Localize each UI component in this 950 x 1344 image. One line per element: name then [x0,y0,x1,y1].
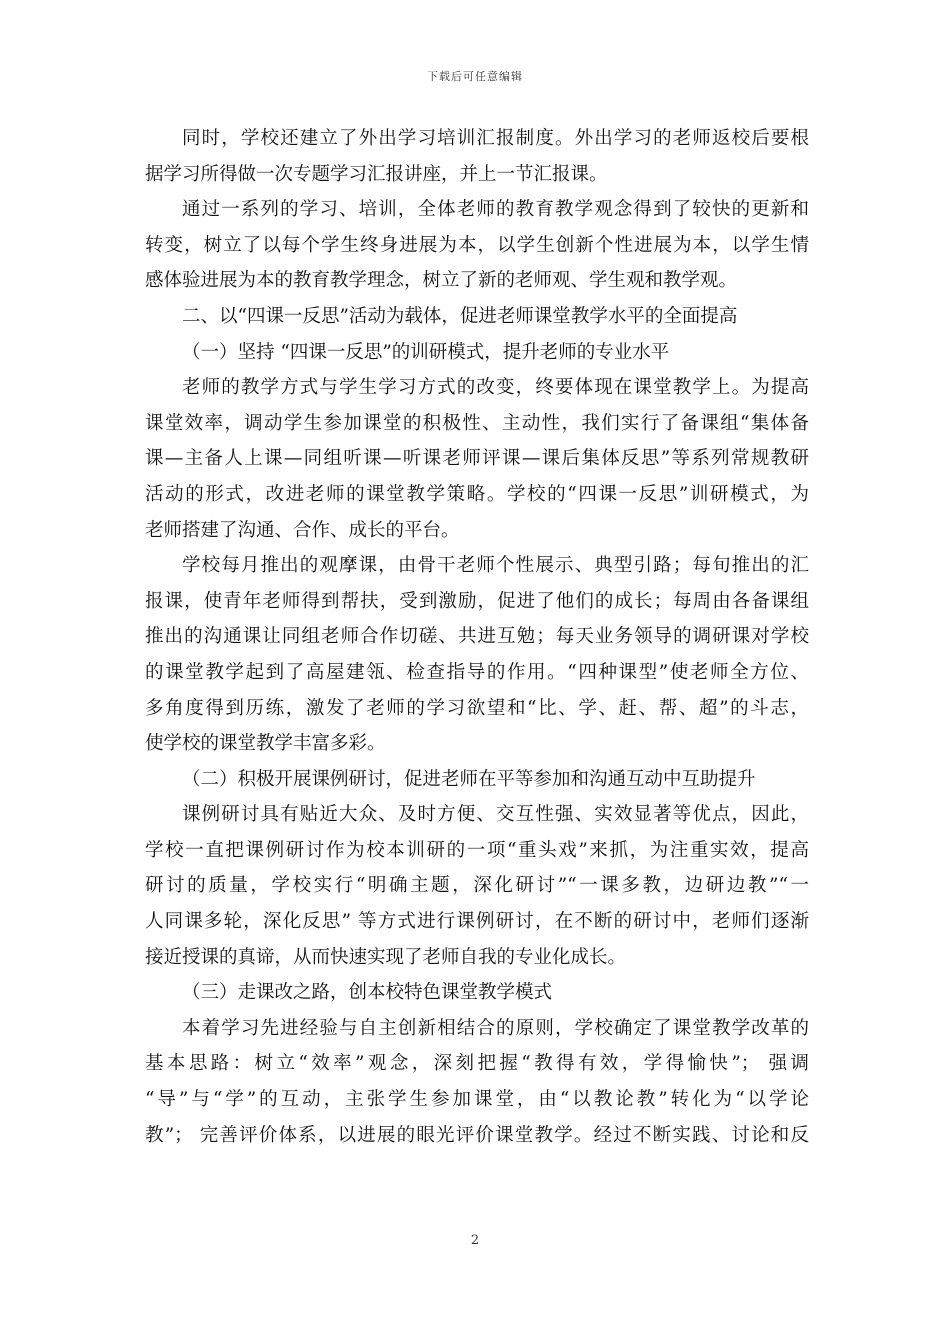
paragraph-line: 人同课多轮，深化反思” 等方式进行课例研讨，在不断的研讨中，老师们逐渐 [145,911,809,933]
paragraph-line: 课—主备人上课—同组听课—听课老师评课—课后集体反思”等系列常规教研 [145,448,809,470]
paragraph-line: 老师搭建了沟通、合作、成长的平台。 [145,519,460,541]
paragraph-line: 课堂效率，调动学生参加课堂的积极性、主动性，我们实行了备课组“集体备 [145,412,809,434]
paragraph-line: 研讨的质量，学校实行“明确主题，深化研讨”“一课多教，边研边教”“一 [145,875,809,897]
paragraph-line: 据学习所得做一次专题学习汇报讲座，并上一节汇报课。 [145,163,608,185]
subsection-heading: （二）积极开展课例研讨，促进老师在平等参加和沟通互动中互助提升 [182,768,756,790]
paragraph-line: 活动的形式，改进老师的课堂教学策略。学校的“四课一反思”训研模式，为 [145,483,809,505]
paragraph-line: 的课堂教学起到了高屋建瓴、检查指导的作用。“四种课型”使老师全方位、 [145,661,809,683]
paragraph-line: 老师的教学方式与学生学习方式的改变，终要体现在课堂教学上。为提高 [182,377,809,399]
subsection-heading: （一）坚持 “四课一反思”的训研模式，提升老师的专业水平 [182,341,670,363]
paragraph-line: 本着学习先进经验与自主创新相结合的原则，学校确定了课堂教学改革的 [182,1017,809,1039]
paragraph-line: 基本思路：树立“效率”观念，深刻把握“教得有效，学得愉快”； 强调 [145,1053,809,1075]
paragraph-line: 接近授课的真谛，从而快速实现了老师自我的专业化成长。 [145,946,627,968]
paragraph-line: 学校每月推出的观摩课，由骨干老师个性展示、典型引路；每旬推出的汇 [182,555,809,577]
paragraph-line: 同时，学校还建立了外出学习培训汇报制度。外出学习的老师返校后要根 [182,128,809,149]
document-body [145,124,809,1156]
paragraph-line: 多角度得到历练，激发了老师的学习欲望和“比、学、赶、帮、超”的斗志， [145,697,809,719]
page-header: 下载后可任意编辑 [427,70,523,83]
page-number: 2 [470,1233,480,1248]
paragraph-line: 转变，树立了以每个学生终身进展为本，以学生创新个性进展为本，以学生情 [145,234,809,256]
paragraph-line: 课例研讨具有贴近大众、及时方便、交互性强、实效显著等优点，因此， [182,804,809,826]
paragraph-line: 使学校的课堂教学丰富多彩。 [145,733,386,755]
paragraph-line: 推出的沟通课让同组老师合作切磋、共进互勉；每天业务领导的调研课对学校 [145,626,809,648]
paragraph-line: 感体验进展为本的教育教学理念，树立了新的老师观、学生观和教学观。 [145,270,738,292]
section-heading: 二、以“四课一反思”活动为载体，促进老师课堂教学水平的全面提高 [182,305,738,327]
paragraph-line: 学校一直把课例研讨作为校本训研的一项“重头戏”来抓，为注重实效，提高 [145,839,809,861]
paragraph-line: 教”； 完善评价体系，以进展的眼光评价课堂教学。经过不断实践、讨论和反 [145,1124,809,1146]
paragraph-line: 报课，使青年老师得到帮扶，受到激励，促进了他们的成长；每周由各备课组 [145,590,809,612]
paragraph-line: 通过一系列的学习、培训，全体老师的教育教学观念得到了较快的更新和 [182,199,809,221]
subsection-heading: （三）走课改之路，创本校特色课堂教学模式 [182,982,553,1004]
paragraph-line: “导”与“学”的互动，主张学生参加课堂，由“以教论教”转化为“以学论 [145,1089,809,1111]
